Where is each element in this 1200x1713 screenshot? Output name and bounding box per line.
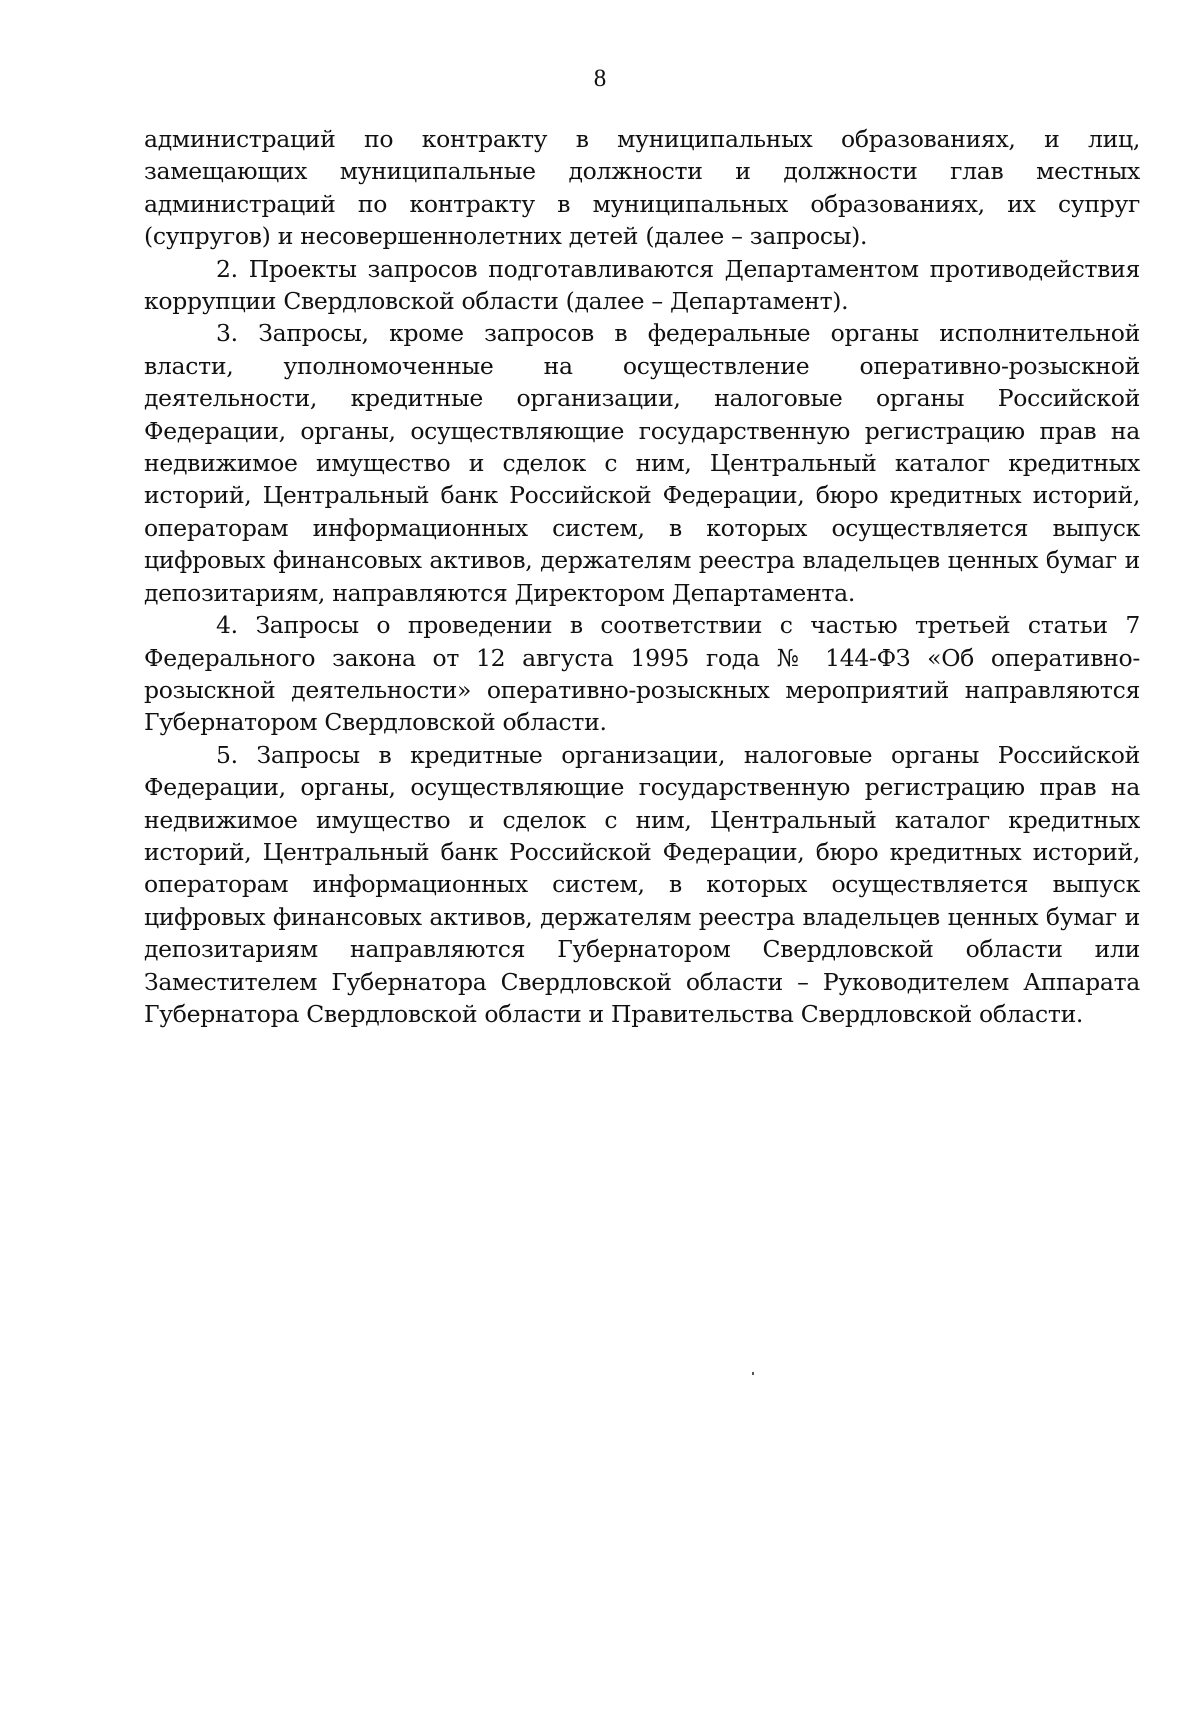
paragraph-4: 4. Запросы о проведении в соответствии с частью третьей статьи 7 Федерального закона от 12 августа 1995 года № 144-ФЗ «Об оперативно-розыскной деятельности» оперативно-розыскных мероприятий направляются Губернатором Свердловской области. bbox=[144, 611, 1140, 737]
page-number: 8 bbox=[593, 65, 607, 92]
paragraph-3: 3. Запросы, кроме запросов в федеральные органы исполнительной власти, уполномоченные на осуществление оперативно-розыскной деятельности, кредитные организации, налоговые органы Российской Федерации, органы, осуществляющие государственную регистрацию прав на недвижимое имущество и сделок с ним, Центральный каталог кредитных историй, Центральный банк Российской Федерации, бюро кредитных историй, операторам информационных систем, в которых осуществляется выпуск цифровых финансовых активов, держателям реестра владельцев ценных бумаг и депозитариям, направляются Директором Департамента. bbox=[144, 319, 1140, 607]
document-body bbox=[144, 123, 1140, 1030]
scan-speck bbox=[752, 1372, 754, 1375]
paragraph-1-continuation: администраций по контракту в муниципальных образованиях, и лиц, замещающих муниципальные должности и должности глав местных администраций по контракту в муниципальных образованиях, их супруг (супругов) и несовершеннолетних детей (далее – запросы). bbox=[144, 125, 1140, 251]
paragraph-5: 5. Запросы в кредитные организации, налоговые органы Российской Федерации, органы, осуществляющие государственную регистрацию прав на недвижимое имущество и сделок с ним, Центральный каталог кредитных историй, Центральный банк Российской Федерации, бюро кредитных историй, операторам информационных систем, в которых осуществляется выпуск цифровых финансовых активов, держателям реестра владельцев ценных бумаг и депозитариям направляются Губернатором Свердловской области или Заместителем Губернатора Свердловской области – Руководителем Аппарата Губернатора Свердловской области и Правительства Свердловской области. bbox=[144, 740, 1140, 1028]
paragraph-2: 2. Проекты запросов подготавливаются Департаментом противодействия коррупции Свердловской области (далее – Департамент). bbox=[144, 254, 1140, 316]
